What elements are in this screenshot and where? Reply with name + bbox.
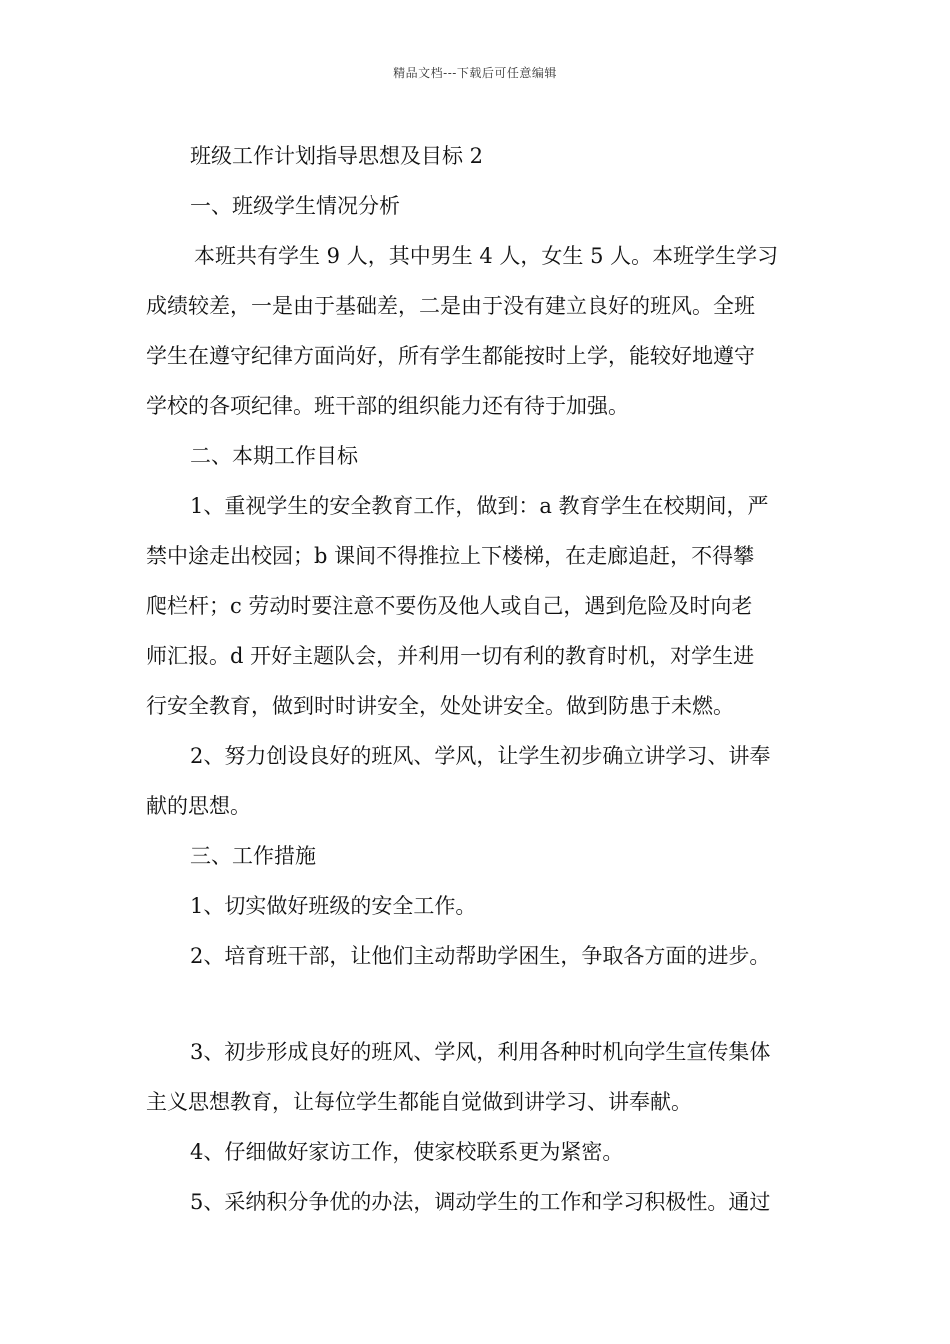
- paragraph-line: 师汇报。d 开好主题队会，并利用一切有利的教育时机，对学生进: [146, 644, 755, 668]
- document-title: 班级工作计划指导思想及目标 2: [190, 144, 484, 168]
- page-header: 精品文档---下载后可任意编辑: [393, 66, 557, 80]
- paragraph-line: 学校的各项纪律。班干部的组织能力还有待于加强。: [146, 394, 629, 418]
- paragraph-line: 献的思想。: [146, 794, 251, 818]
- paragraph-line: 学生在遵守纪律方面尚好，所有学生都能按时上学，能较好地遵守: [146, 344, 755, 368]
- paragraph-line: 爬栏杆；c 劳动时要注意不要伤及他人或自己，遇到危险及时向老: [146, 594, 753, 618]
- paragraph-line: 行安全教育，做到时时讲安全，处处讲安全。做到防患于未燃。: [146, 694, 734, 718]
- paragraph-line: 成绩较差，一是由于基础差，二是由于没有建立良好的班风。全班: [146, 294, 755, 318]
- list-item: 2、培育班干部，让他们主动帮助学困生，争取各方面的进步。: [190, 944, 771, 968]
- list-item: 5、采纳积分争优的办法，调动学生的工作和学习积极性。通过: [190, 1190, 771, 1214]
- paragraph-line: 1、重视学生的安全教育工作，做到：a 教育学生在校期间，严: [190, 494, 769, 518]
- section-heading-1: 一、班级学生情况分析: [190, 194, 400, 218]
- paragraph-line: 本班共有学生 9 人，其中男生 4 人，女生 5 人。本班学生学习: [194, 244, 779, 268]
- paragraph-line: 3、初步形成良好的班风、学风，利用各种时机向学生宣传集体: [190, 1040, 771, 1064]
- list-item: 4、仔细做好家访工作，使家校联系更为紧密。: [190, 1140, 624, 1164]
- list-item: 1、切实做好班级的安全工作。: [190, 894, 477, 918]
- blank-gap: [146, 981, 811, 1027]
- section-heading-2: 二、本期工作目标: [190, 444, 358, 468]
- paragraph-line: 禁中途走出校园；b 课间不得推拉上下楼梯，在走廊追赶，不得攀: [146, 544, 755, 568]
- section-heading-3: 三、工作措施: [190, 844, 316, 868]
- document-body: [146, 131, 811, 1227]
- paragraph-line: 主义思想教育，让每位学生都能自觉做到讲学习、讲奉献。: [146, 1090, 692, 1114]
- paragraph-line: 2、努力创设良好的班风、学风，让学生初步确立讲学习、讲奉: [190, 744, 771, 768]
